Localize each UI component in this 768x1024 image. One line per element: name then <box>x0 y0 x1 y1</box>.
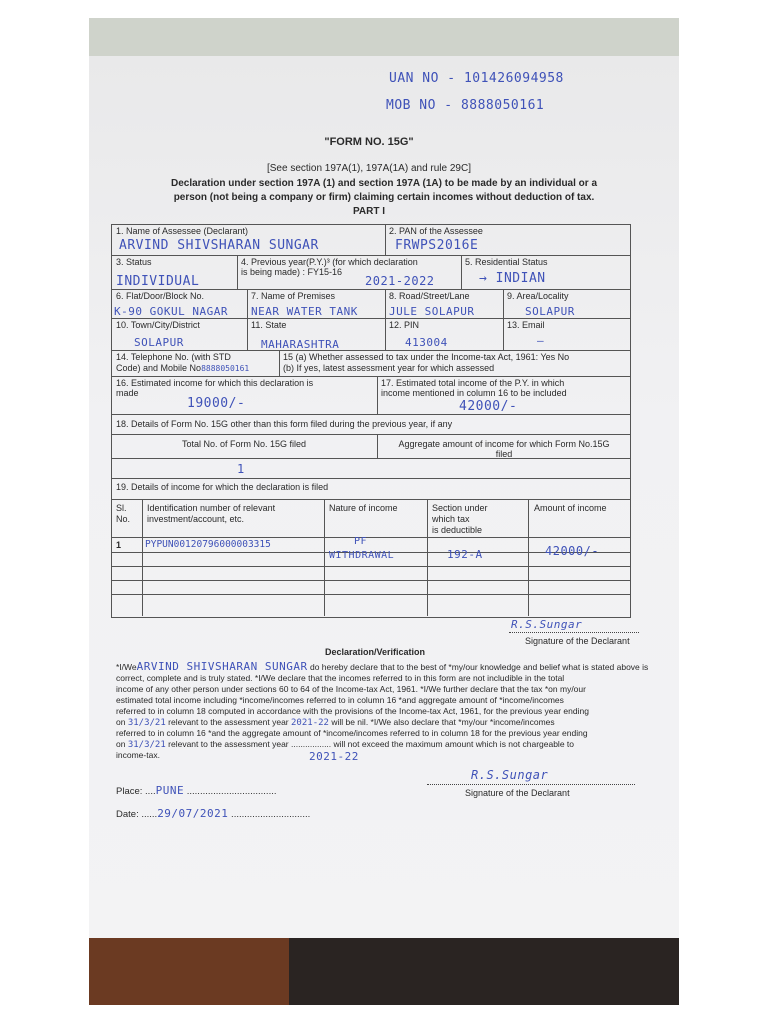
row1-amount: 42000/- <box>545 544 600 558</box>
place-line: Place: ....PUNE .................................. <box>116 784 277 797</box>
mob-label: MOB NO - <box>386 98 453 113</box>
signature-2-caption: Signature of the Declarant <box>465 788 570 798</box>
premises-value: NEAR WATER TANK <box>251 305 358 318</box>
form-title: "FORM NO. 15G" <box>324 136 414 148</box>
uan-label: UAN NO - <box>389 71 456 86</box>
verification-heading: Declaration/Verification <box>325 647 426 657</box>
col-sl-a: Sl. <box>116 503 127 513</box>
place-value: PUNE <box>155 784 185 797</box>
part-heading: PART I <box>352 206 386 217</box>
mob-line <box>386 98 544 113</box>
uan-line <box>389 71 564 86</box>
field-19-label: 19. Details of income for which the declaration is filed <box>116 482 329 492</box>
estimated-income-value: 19000/- <box>187 396 246 411</box>
assessee-name: ARVIND SHIVSHARAN SUNGAR <box>119 238 319 253</box>
field-2-label: 2. PAN of the Assessee <box>389 226 483 236</box>
field-11-label: 11. State <box>251 320 287 330</box>
declaration-line-1: Declaration under section 197A (1) and section 197A (1A) to be made by an individual or a <box>170 178 598 189</box>
field-6-label: 6. Flat/Door/Block No. <box>116 291 205 301</box>
document-photo <box>89 18 679 1005</box>
verification-line-5: referred to in column 18 computed in accordance with the provisions of the Income-tax Act, 1961, for the previous year ending <box>116 706 589 716</box>
email-value: – <box>537 334 545 347</box>
col-id-b: investment/account, etc. <box>147 514 245 524</box>
assessment-year-handwritten: 2021-22 <box>309 750 359 763</box>
col-section-b: which tax <box>432 514 470 524</box>
verification-line-2: correct, complete and is truly stated. *I/We declare that the incomes referred to in this form are not includible in the total <box>116 673 565 683</box>
date-line: Date: ......29/07/2021 .............................. <box>116 807 311 820</box>
status-value: INDIVIDUAL <box>116 274 200 289</box>
verification-line-8: on 31/3/21 relevant to the assessment year ................. will not exceed the maximum amount which is not chargeable to <box>116 739 574 750</box>
col-nature: Nature of income <box>329 503 398 513</box>
field-8-label: 8. Road/Street/Lane <box>389 291 470 301</box>
pin-value: 413004 <box>405 336 448 349</box>
field-4-label-b: is being made) : FY15-16 <box>241 267 343 277</box>
section-reference: [See section 197A(1), 197A(1A) and rule 29C] <box>266 163 471 174</box>
field-12-label: 12. PIN <box>389 320 420 330</box>
forms-filed-value: 1 <box>237 462 245 476</box>
field-17-label-b: income mentioned in column 16 to be included <box>381 388 567 398</box>
signature-2: R.S.Sungar <box>471 768 549 782</box>
field-15-label-a: 15 (a) Whether assessed to tax under the Income-tax Act, 1961: Yes No <box>283 352 570 362</box>
field-14-label-b: Code) and Mobile No8888050161 <box>116 363 250 373</box>
field-16-label-b: made <box>116 388 139 398</box>
verification-line-7: referred to in column 16 *and the aggregate amount of *income/incomes referred to in column 18 for the previous year ending <box>116 728 588 738</box>
col-sl-b: No. <box>116 514 131 524</box>
verification-line-1: *I/WeARVIND SHIVSHARAN SUNGAR do hereby declare that to the best of *my/our knowledge and belief what is stated above is <box>116 660 649 673</box>
col-amount: Amount of income <box>534 503 607 513</box>
previous-year-value: 2021-2022 <box>365 274 435 288</box>
residential-status-value: → INDIAN <box>479 271 546 286</box>
state-value: MAHARASHTRA <box>261 338 340 351</box>
field-5-label: 5. Residential Status <box>465 257 548 267</box>
mobile-value: 8888050161 <box>201 364 250 373</box>
col-section-c: is deductible <box>432 525 483 535</box>
row1-nature-b: WITHDRAWAL <box>329 550 395 561</box>
col-id-a: Identification number of relevant <box>147 503 276 513</box>
field-4-label-a: 4. Previous year(P.Y.)³ (for which declaration <box>241 257 418 267</box>
field-13-label: 13. Email <box>507 320 545 330</box>
mob-value: 8888050161 <box>460 98 545 113</box>
row1-id: PYPUN00120796000003315 <box>145 539 271 550</box>
declaration-line-2: person (not being a company or firm) claiming certain incomes without deduction of tax. <box>173 192 595 203</box>
field-7-label: 7. Name of Premises <box>251 291 336 301</box>
col-section-a: Section under <box>432 503 488 513</box>
field-18-label: 18. Details of Form No. 15G other than this form filed during the previous year, if any <box>116 419 453 429</box>
date-value: 29/07/2021 <box>157 807 229 820</box>
field-18-col2-b: filed <box>495 449 513 459</box>
flat-value: K-90 GOKUL NAGAR <box>114 305 228 318</box>
verification-line-6: on 31/3/21 relevant to the assessment year 2021-22 will be nil. *I/We also declare that *my/our *income/incomes <box>116 717 555 728</box>
verification-name: ARVIND SHIVSHARAN SUNGAR <box>136 660 308 673</box>
field-10-label: 10. Town/City/District <box>116 320 200 330</box>
verification-line-3: income of any other person under sections 60 to 64 of the Income-tax Act, 1961. *I/We further declare that the tax *on my/our <box>116 684 586 694</box>
desk-edge <box>89 938 289 1005</box>
area-value: SOLAPUR <box>525 305 575 318</box>
road-value: JULE SOLAPUR <box>389 305 475 318</box>
row1-section: 192-A <box>447 548 483 561</box>
town-value: SOLAPUR <box>134 336 184 349</box>
field-3-label: 3. Status <box>116 257 152 267</box>
field-17-label-a: 17. Estimated total income of the P.Y. in which <box>381 378 565 388</box>
row1-nature-a: PF <box>354 536 368 547</box>
field-9-label: 9. Area/Locality <box>507 291 569 301</box>
field-18-col2-a: Aggregate amount of income for which Form No.15G <box>398 439 610 449</box>
uan-value: 101426094958 <box>463 71 564 86</box>
signature-1-caption: Signature of the Declarant <box>525 636 630 646</box>
verification-line-9: income-tax. <box>116 750 160 760</box>
field-14-label-a: 14. Telephone No. (with STD <box>116 352 231 362</box>
field-18-col1: Total No. of Form No. 15G filed <box>181 439 307 449</box>
field-15-label-b: (b) If yes, latest assessment year for which assessed <box>283 363 495 373</box>
field-1-label: 1. Name of Assessee (Declarant) <box>116 226 249 236</box>
verification-line-4: estimated total income including *income/incomes referred to in column 16 *and aggregate amount of *income/incomes <box>116 695 564 705</box>
form-paper <box>89 56 679 956</box>
signature-1: R.S.Sungar <box>511 618 583 631</box>
field-16-label-a: 16. Estimated income for which this declaration is <box>116 378 314 388</box>
pan-value: FRWPS2016E <box>395 238 479 253</box>
row1-sl: 1 <box>116 540 122 550</box>
estimated-total-income-value: 42000/- <box>459 399 518 414</box>
